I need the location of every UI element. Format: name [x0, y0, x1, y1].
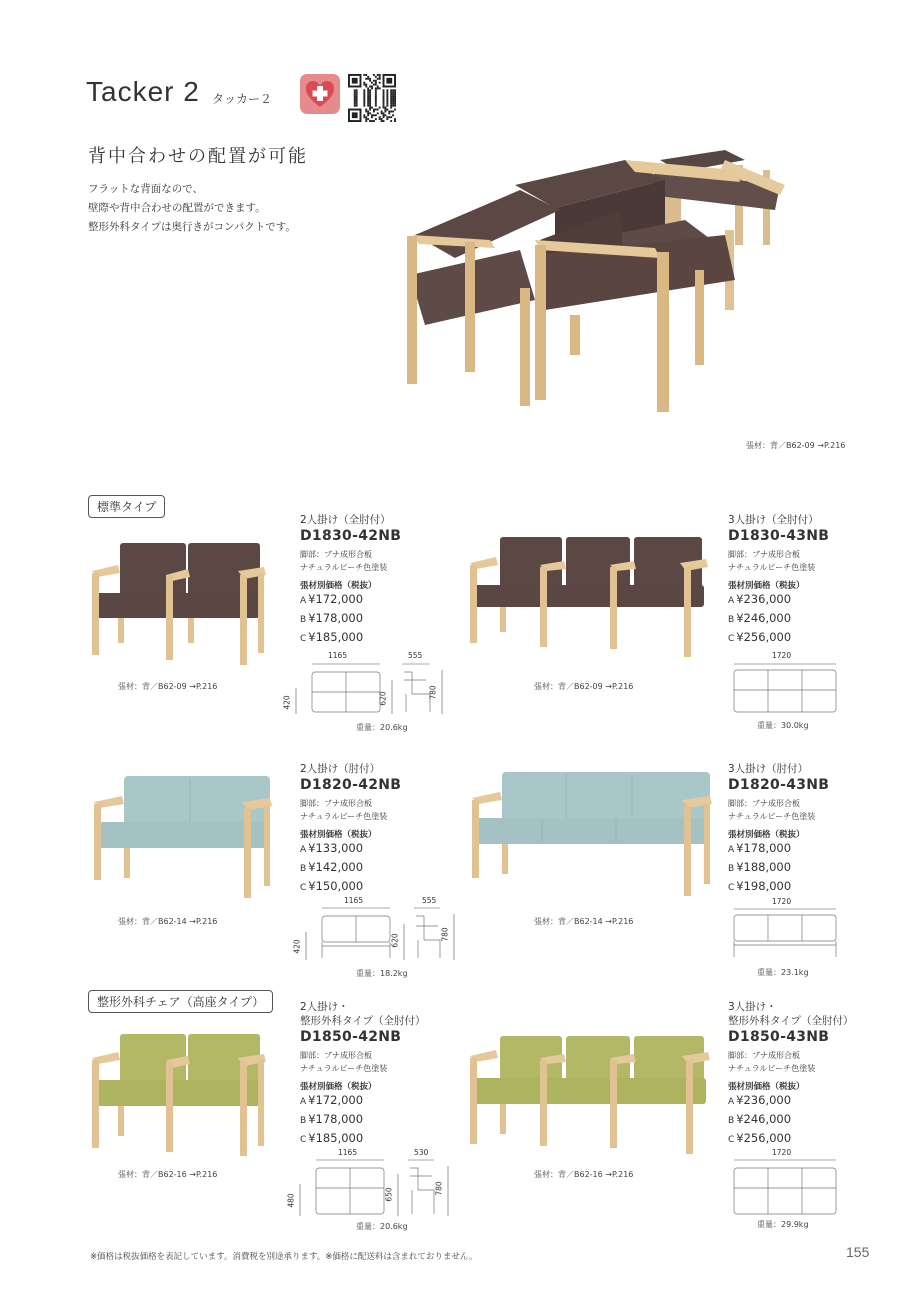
- weight: 重量：20.6kg: [356, 1222, 408, 1231]
- price-row: A ¥172,000: [300, 592, 364, 606]
- product-kind: 2人掛け（肘付）: [300, 763, 381, 775]
- product-image-d1820-42nb: [88, 770, 278, 900]
- material-line: 脚部：ブナ成形合板: [728, 799, 800, 808]
- material-line: ナチュラルビーチ色塗装: [728, 563, 816, 572]
- material-line: ナチュラルビーチ色塗装: [300, 812, 388, 821]
- product-code: D1820-43NB: [728, 777, 830, 793]
- product-code: D1850-43NB: [728, 1029, 830, 1045]
- dimension-drawing-d1850-43nb: [730, 1148, 840, 1218]
- fabric-caption: 張材：背／B62-09 →P.216: [118, 682, 218, 691]
- dimension-drawing-d1820-43nb: [730, 897, 840, 962]
- price-row: C ¥198,000: [728, 879, 792, 893]
- dimension-drawing-d1830-43nb: [730, 650, 840, 715]
- dim-height: 780: [428, 685, 438, 700]
- price-row: A ¥236,000: [728, 592, 792, 606]
- section-label-orthopedic: 整形外科チェア（高座タイプ）: [88, 990, 273, 1013]
- product-code: D1820-42NB: [300, 777, 402, 793]
- price-label: 張材別価格（税抜）: [728, 830, 805, 840]
- product-info-d1850-43nb: [728, 1000, 853, 1149]
- price-row: B ¥246,000: [728, 1112, 792, 1126]
- dim-depth: 530: [414, 1148, 429, 1157]
- description-line: 整形外科タイプは奥行きがコンパクトです。: [88, 221, 296, 233]
- product-code: D1850-42NB: [300, 1029, 402, 1045]
- dim-width: 1165: [328, 651, 348, 660]
- page-subtitle: タッカー２: [212, 92, 273, 106]
- product-kind: 整形外科タイプ（全肘付）: [728, 1015, 854, 1027]
- product-info-d1830-43nb: [728, 513, 829, 648]
- dim-seat: 480: [286, 1193, 296, 1208]
- material-line: 脚部：ブナ成形合板: [728, 550, 800, 559]
- price-row: B ¥178,000: [300, 1112, 364, 1126]
- price-row: C ¥150,000: [300, 879, 364, 893]
- weight: 重量：20.6kg: [356, 723, 408, 732]
- product-kind: 2人掛け（全肘付）: [300, 514, 391, 526]
- fabric-caption: 張材：背／B62-14 →P.216: [118, 917, 218, 926]
- fabric-caption: 張材：背／B62-09 →P.216: [534, 682, 634, 691]
- product-info-d1830-42nb: [300, 513, 401, 648]
- product-kind: 3人掛け（肘付）: [728, 763, 809, 775]
- product-image-d1830-42nb: [88, 535, 268, 670]
- footnote: ※価格は税抜価格を表記しています。消費税を別途承ります。※価格に配送料は含まれておりません。: [90, 1252, 478, 1262]
- product-image-d1820-43nb: [466, 770, 716, 900]
- price-row: B ¥188,000: [728, 860, 792, 874]
- product-kind: 3人掛け（全肘付）: [728, 514, 819, 526]
- product-image-d1850-42nb: [88, 1030, 270, 1160]
- dimension-drawing-d1830-42nb: [282, 650, 448, 720]
- headline: 背中合わせの配置が可能: [88, 146, 308, 167]
- price-row: A ¥133,000: [300, 841, 364, 855]
- material-line: 脚部：ブナ成形合板: [300, 1051, 372, 1060]
- price-row: A ¥236,000: [728, 1093, 792, 1107]
- description-line: フラットな背面なので、: [88, 183, 204, 195]
- description-line: 壁際や背中合わせの配置ができます。: [88, 202, 266, 214]
- dim-height: 780: [440, 927, 450, 942]
- price-row: A ¥172,000: [300, 1093, 364, 1107]
- page-title: Tacker 2: [86, 76, 200, 107]
- price-label: 張材別価格（税抜）: [728, 581, 805, 591]
- dim-width: 1720: [772, 1148, 792, 1157]
- fabric-caption: 張材：背／B62-16 →P.216: [118, 1170, 218, 1179]
- qr-code-icon[interactable]: [348, 74, 396, 122]
- dim-height: 780: [434, 1181, 444, 1196]
- weight: 重量：29.9kg: [757, 1220, 809, 1229]
- product-kind: 整形外科タイプ（全肘付）: [300, 1015, 426, 1027]
- product-info-d1820-42nb: [300, 762, 401, 897]
- dim-width: 1720: [772, 897, 792, 906]
- dim-seat: 420: [292, 939, 302, 954]
- price-row: C ¥185,000: [300, 630, 364, 644]
- price-row: C ¥256,000: [728, 1131, 792, 1145]
- product-code: D1830-43NB: [728, 528, 830, 544]
- description: [88, 180, 296, 237]
- dim-depth: 555: [408, 651, 423, 660]
- dim-seat: 420: [282, 695, 292, 710]
- material-line: ナチュラルビーチ色塗装: [728, 1064, 816, 1073]
- product-code: D1830-42NB: [300, 528, 402, 544]
- dim-arm: 620: [378, 691, 388, 706]
- material-line: ナチュラルビーチ色塗装: [300, 563, 388, 572]
- material-line: ナチュラルビーチ色塗装: [728, 812, 816, 821]
- page-number: 155: [846, 1244, 870, 1260]
- dim-depth: 555: [422, 896, 437, 905]
- material-line: 脚部：ブナ成形合板: [300, 550, 372, 559]
- weight: 重量：18.2kg: [356, 969, 408, 978]
- fabric-caption: 張材：背／B62-14 →P.216: [534, 917, 634, 926]
- product-info-d1820-43nb: [728, 762, 829, 897]
- price-row: B ¥142,000: [300, 860, 364, 874]
- price-label: 張材別価格（税抜）: [300, 581, 377, 591]
- price-label: 張材別価格（税抜）: [300, 1082, 377, 1092]
- dim-width: 1165: [344, 896, 364, 905]
- price-label: 張材別価格（税抜）: [300, 830, 377, 840]
- dim-arm: 650: [384, 1187, 394, 1202]
- weight: 重量：30.0kg: [757, 721, 809, 730]
- product-image-d1830-43nb: [466, 535, 711, 665]
- dimension-drawing-d1850-42nb: [286, 1148, 457, 1220]
- dim-width: 1720: [772, 651, 792, 660]
- dim-width: 1165: [338, 1148, 358, 1157]
- price-row: B ¥246,000: [728, 611, 792, 625]
- price-row: C ¥185,000: [300, 1131, 364, 1145]
- material-line: ナチュラルビーチ色塗装: [300, 1064, 388, 1073]
- hero-caption: 張材：背／B62-09 →P.216: [746, 441, 846, 450]
- weight: 重量：23.1kg: [757, 968, 809, 977]
- price-label: 張材別価格（税抜）: [728, 1082, 805, 1092]
- product-image-d1850-43nb: [466, 1030, 714, 1160]
- product-info-d1850-42nb: [300, 1000, 425, 1149]
- dim-arm: 620: [390, 933, 400, 948]
- dimension-drawing-d1820-42nb: [292, 896, 463, 966]
- heart-cross-badge-icon: [300, 74, 340, 114]
- product-kind: 2人掛け・: [300, 1001, 349, 1013]
- material-line: 脚部：ブナ成形合板: [728, 1051, 800, 1060]
- product-kind: 3人掛け・: [728, 1001, 777, 1013]
- price-row: C ¥256,000: [728, 630, 792, 644]
- price-row: B ¥178,000: [300, 611, 364, 625]
- price-row: A ¥178,000: [728, 841, 792, 855]
- fabric-caption: 張材：背／B62-16 →P.216: [534, 1170, 634, 1179]
- section-label-standard: 標準タイプ: [88, 495, 165, 518]
- material-line: 脚部：ブナ成形合板: [300, 799, 372, 808]
- hero-chair-image: [395, 140, 795, 425]
